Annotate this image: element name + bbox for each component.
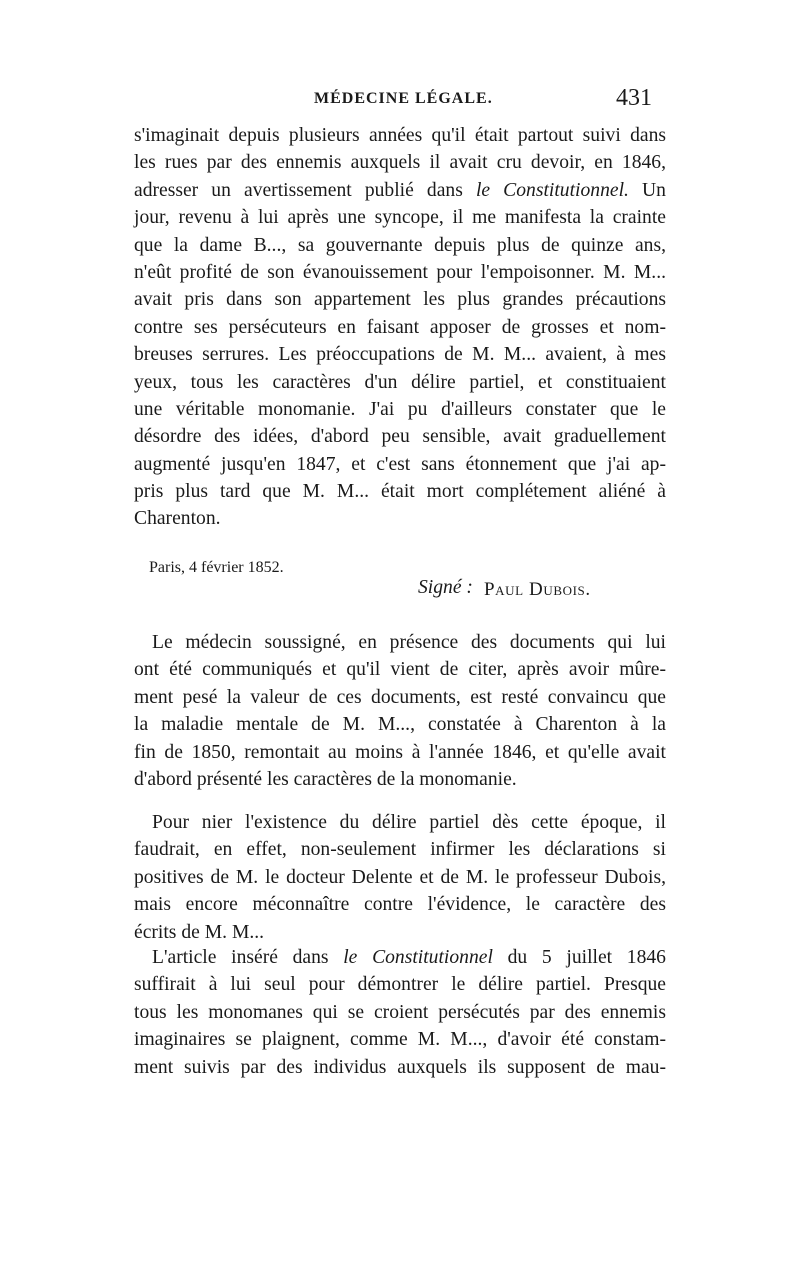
text-line: positives de M. le docteur Delente et de M. le professeur Dubois, <box>134 866 666 888</box>
text-line: breuses serrures. Les préoccupations de M. M... avaient, à mes <box>134 344 666 366</box>
text-line: Pour nier l'existence du délire partiel dès cette époque, il <box>152 812 666 833</box>
text-fragment: L'article inséré dans <box>152 947 329 968</box>
text-line: tous les monomanes qui se croient persécutés par des ennemis <box>134 1001 666 1023</box>
text-line: d'abord présenté les caractères de la monomanie. <box>134 768 517 790</box>
text-line: augmenté jusqu'en 1847, et c'est sans étonnement que j'ai ap- <box>134 453 666 475</box>
text-line: que la dame B..., sa gouvernante depuis plus de quinze ans, <box>134 234 666 256</box>
text-fragment: Un <box>642 179 666 201</box>
text-line: une véritable monomanie. J'ai pu d'ailleurs constater que le <box>134 398 666 420</box>
text-line: fin de 1850, remontait au moins à l'année 1846, et qu'elle avait <box>134 741 666 763</box>
text-line: suffirait à lui seul pour démontrer le délire partiel. Presque <box>134 974 666 996</box>
text-line: désordre des idées, d'abord peu sensible, avait graduellement <box>134 426 666 448</box>
text-line <box>152 944 666 971</box>
text-line: jour, revenu à lui après une syncope, il me manifesta la crainte <box>134 207 666 229</box>
text-line: mais encore méconnaître contre l'évidence, le caractère des <box>134 894 666 916</box>
text-line: pris plus tard que M. M... était mort complétement aliéné à <box>134 481 666 503</box>
running-head <box>0 85 800 116</box>
text-line: s'imaginait depuis plusieurs années qu'il était partout suivi dans <box>134 125 666 146</box>
paragraph <box>0 809 800 946</box>
text-line: Charenton. <box>134 508 221 530</box>
signature-label: Signé : <box>418 577 473 598</box>
text-line: contre ses persécuteurs en faisant apposer de grosses et nom- <box>134 316 666 338</box>
text-line: avait pris dans son appartement les plus grandes précautions <box>134 289 666 311</box>
text-fragment: adresser un avertissement publié dans <box>134 179 463 201</box>
signature <box>0 577 800 607</box>
text-line: écrits de M. M... <box>134 921 265 943</box>
signature-name: Paul Dubois. <box>484 579 591 600</box>
newspaper-title: le Constitutionnel <box>343 947 493 968</box>
text-fragment: du 5 juillet 1846 <box>507 947 666 968</box>
text-line: Le médecin soussigné, en présence des documents qui lui <box>152 632 666 653</box>
paragraph <box>0 629 800 793</box>
text-line: les rues par des ennemis auxquels il avait cru devoir, en 1846, <box>134 152 666 174</box>
text-line: ont été communiqués et qu'il vient de citer, après avoir mûre- <box>134 659 666 681</box>
text-line: la maladie mentale de M. M..., constatée à Charenton à la <box>134 714 666 736</box>
newspaper-title: le Constitutionnel. <box>475 179 629 201</box>
page-number: 431 <box>616 85 652 111</box>
dateline: Paris, 4 février 1852. <box>149 559 284 576</box>
paragraph <box>0 944 800 1081</box>
paragraph-continuation <box>0 122 800 533</box>
text-line: yeux, tous les caractères d'un délire partiel, et constituaient <box>134 371 666 393</box>
text-line: ment suivis par des individus auxquels ils supposent de mau- <box>134 1056 666 1078</box>
running-head-title: MÉDECINE LÉGALE. <box>314 90 493 107</box>
text-line <box>134 177 666 204</box>
text-line: ment pesé la valeur de ces documents, est resté convaincu que <box>134 686 666 708</box>
text-line: n'eût profité de son évanouissement pour l'empoisonner. M. M... <box>134 261 666 283</box>
text-line: faudrait, en effet, non-seulement infirmer les déclarations si <box>134 839 666 861</box>
text-line: imaginaires se plaignent, comme M. M..., d'avoir été constam- <box>134 1029 666 1051</box>
